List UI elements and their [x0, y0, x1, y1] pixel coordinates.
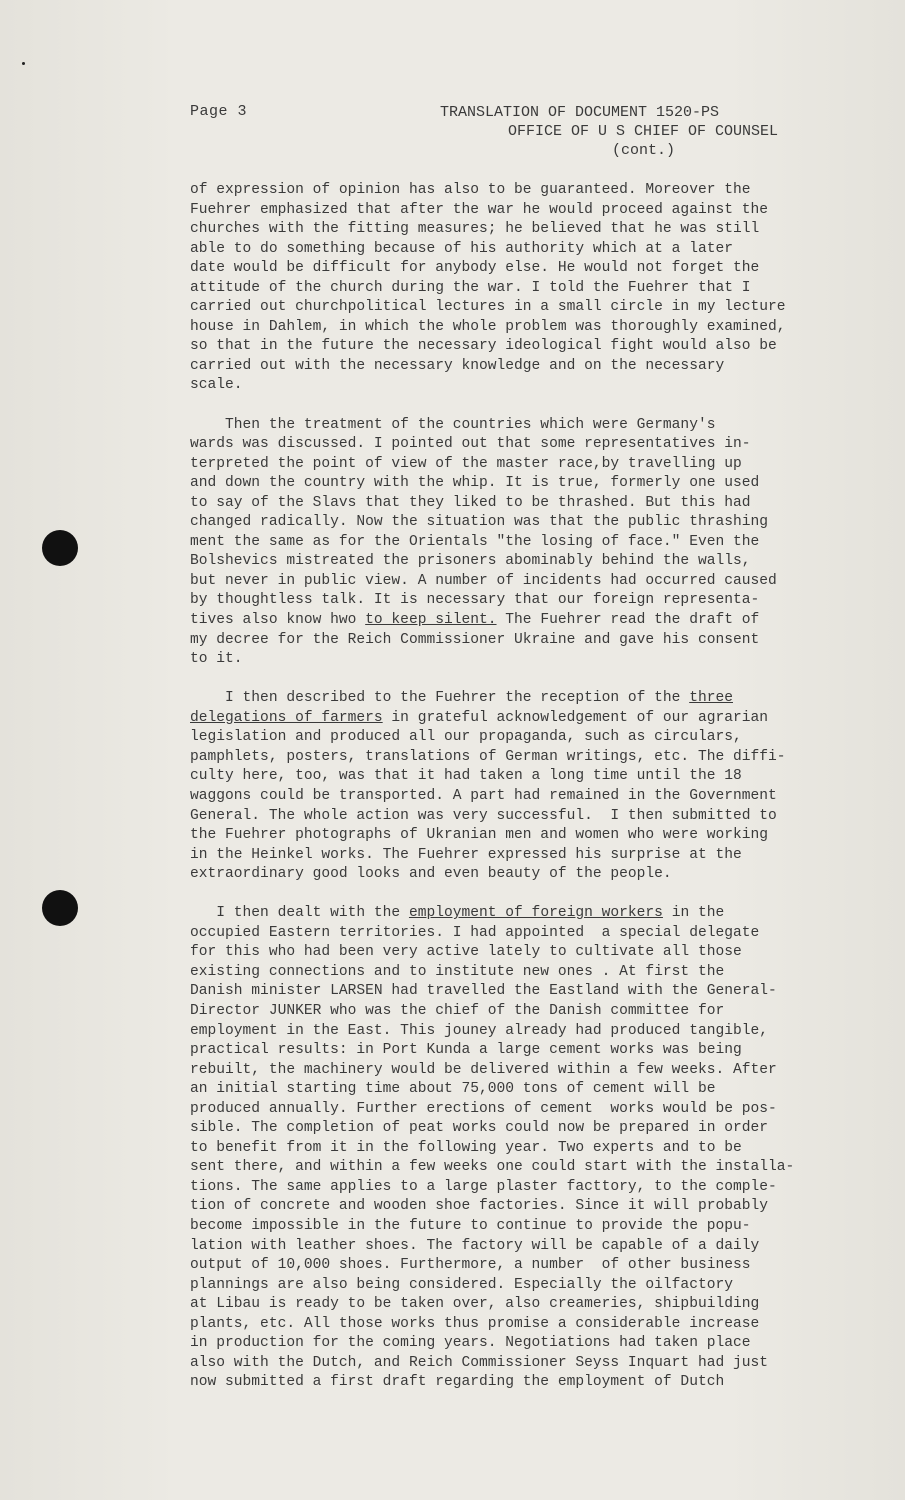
text-line: able to do something because of his authority which at a later: [190, 240, 733, 257]
text-line: Bolshevics mistreated the prisoners abominably behind the walls,: [190, 553, 751, 570]
text-line: General. The whole action was very successful. I then submitted to: [190, 807, 777, 824]
text-line: also with the Dutch, and Reich Commissioner Seyss Inquart had just: [190, 1354, 769, 1371]
text-line: waggons could be transported. A part had remained in the Government: [190, 787, 777, 804]
underlined-phrase: to keep silent.: [365, 612, 497, 629]
speck-mark: [22, 62, 25, 65]
text-line: to say of the Slavs that they liked to be thrashed. But this had: [190, 494, 751, 511]
text-line: to benefit from it in the following year. Two experts and to be: [190, 1139, 742, 1156]
text-line: ment the same as for the Orientals "the losing of face." Even the: [190, 533, 760, 550]
text-line: by thoughtless talk. It is necessary that our foreign representa-: [190, 592, 760, 609]
text-line: sent there, and within a few weeks one could start with the installa-: [190, 1159, 795, 1176]
paragraph-employment: [190, 904, 855, 1393]
text-line: pamphlets, posters, translations of German writings, etc. The diffi-: [190, 748, 786, 765]
text-line: existing connections and to institute new ones . At first the: [190, 963, 725, 980]
text-line: now submitted a first draft regarding the employment of Dutch: [190, 1374, 725, 1391]
text-line: wards was discussed. I pointed out that some representatives in-: [190, 436, 751, 453]
text-line: carried out churchpolitical lectures in a small circle in my lecture: [190, 299, 786, 316]
text-line-underlined: tives also know hwo to keep silent. The Fuehrer read the draft of: [190, 612, 760, 629]
text-line: lation with leather shoes. The factory will be capable of a daily: [190, 1237, 760, 1254]
paragraph-countries: [190, 416, 855, 670]
text-line: carried out with the necessary knowledge and on the necessary: [190, 357, 725, 374]
text-line: attitude of the church during the war. I told the Fuehrer that I: [190, 279, 751, 296]
text-line: at Libau is ready to be taken over, also creameries, shipbuilding: [190, 1296, 760, 1313]
text-line-underlined: delegations of farmers in grateful acknowledgement of our agrarian: [190, 709, 769, 726]
text-line: occupied Eastern territories. I had appointed a special delegate: [190, 924, 760, 941]
header-cont: (cont.): [612, 142, 676, 159]
text-line: sible. The completion of peat works could now be prepared in order: [190, 1120, 769, 1137]
header-title: TRANSLATION OF DOCUMENT 1520-PS: [440, 104, 720, 121]
text-line: terpreted the point of view of the master race,by travelling up: [190, 455, 742, 472]
text-line: plannings are also being considered. Especially the oilfactory: [190, 1276, 733, 1293]
text-line: tion of concrete and wooden shoe factories. Since it will probably: [190, 1198, 769, 1215]
paragraph-church: [190, 181, 855, 396]
underlined-phrase: employment of foreign workers: [408, 905, 663, 922]
text-line: in the Heinkel works. The Fuehrer expressed his surprise at the: [190, 846, 742, 863]
text-line: date would be difficult for anybody else. He would not forget the: [190, 260, 760, 277]
text-line: scale.: [190, 377, 243, 394]
text-line: produced annually. Further erections of cement works would be pos-: [190, 1100, 777, 1117]
paragraph-delegations: [190, 689, 855, 884]
text-line: to it.: [190, 651, 243, 668]
text-line: employment in the East. This jouney already had produced tangible,: [190, 1022, 769, 1039]
page-number: Page 3: [190, 103, 248, 120]
text-line: changed radically. Now the situation was that the public thrashing: [190, 514, 769, 531]
text-line: output of 10,000 shoes. Furthermore, a number of other business: [190, 1257, 751, 1274]
text-line: practical results: in Port Kunda a large cement works was being: [190, 1042, 742, 1059]
punch-hole-upper: [42, 530, 78, 566]
text-line-underlined: I then described to the Fuehrer the reception of the three: [190, 690, 733, 707]
text-line: in production for the coming years. Negotiations had taken place: [190, 1335, 751, 1352]
document-body: [190, 181, 855, 1412]
underlined-phrase: three: [689, 690, 733, 707]
underlined-phrase: delegations of farmers: [190, 709, 383, 726]
text-line: tions. The same applies to a large plaster facttory, to the comple-: [190, 1178, 777, 1195]
text-line: so that in the future the necessary ideological fight would also be: [190, 338, 777, 355]
text-line: culty here, too, was that it had taken a long time until the 18: [190, 768, 742, 785]
text-line: become impossible in the future to continue to provide the popu-: [190, 1217, 751, 1234]
header-office: OFFICE OF U S CHIEF OF COUNSEL: [508, 123, 779, 140]
text-line: Fuehrer emphasized that after the war he would proceed against the: [190, 201, 769, 218]
text-line-underlined: I then dealt with the employment of foreign workers in the: [190, 905, 725, 922]
text-line: Danish minister LARSEN had travelled the Eastland with the General-: [190, 983, 777, 1000]
text-line: an initial starting time about 75,000 tons of cement will be: [190, 1081, 716, 1098]
text-line: and down the country with the whip. It is true, formerly one used: [190, 475, 760, 492]
text-line: my decree for the Reich Commissioner Ukraine and gave his consent: [190, 631, 760, 648]
text-line: plants, etc. All those works thus promise a considerable increase: [190, 1315, 760, 1332]
text-line: house in Dahlem, in which the whole problem was thoroughly examined,: [190, 318, 786, 335]
text-line: churches with the fitting measures; he believed that he was still: [190, 221, 760, 238]
text-line: the Fuehrer photographs of Ukranian men and women who were working: [190, 827, 769, 844]
text-line: legislation and produced all our propaganda, such as circulars,: [190, 729, 742, 746]
text-line: rebuilt, the machinery would be delivered within a few weeks. After: [190, 1061, 777, 1078]
text-line: Then the treatment of the countries which were Germany's: [190, 416, 716, 433]
punch-hole-lower: [42, 890, 78, 926]
document-header: [440, 103, 840, 160]
text-line: but never in public view. A number of incidents had occurred caused: [190, 572, 777, 589]
text-line: of expression of opinion has also to be guaranteed. Moreover the: [190, 182, 751, 198]
text-line: Director JUNKER who was the chief of the Danish committee for: [190, 1002, 725, 1019]
text-line: extraordinary good looks and even beauty of the people.: [190, 866, 672, 883]
text-line: for this who had been very active lately to cultivate all those: [190, 944, 742, 961]
